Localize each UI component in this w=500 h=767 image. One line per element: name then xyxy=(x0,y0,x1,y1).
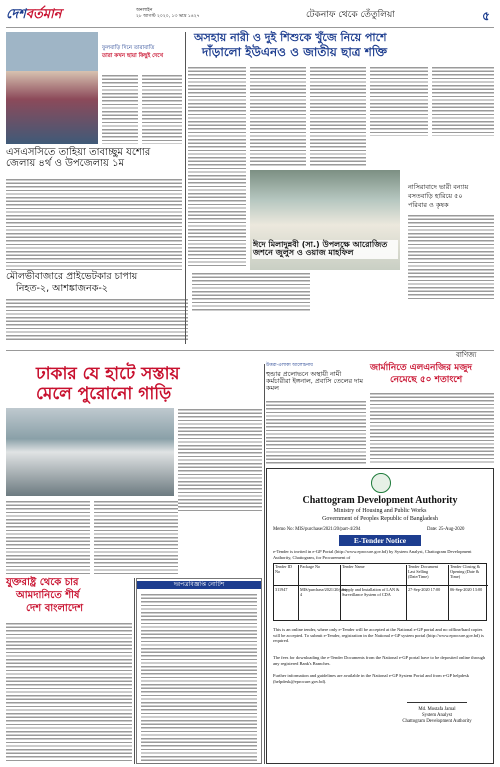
story-bottom-left2-title-2: আমদানিতে শীর্ষ xyxy=(16,590,80,601)
th-tender-name: Tender Name xyxy=(340,565,404,585)
story-top-left xyxy=(6,32,182,272)
story-bottom-mid-title: হুন্ডার প্রলোভনে অস্থায়ী নামী কর্মচারীরা ইঙ্গনাল, প্রবাসি তেলের দাম কমল xyxy=(266,370,364,392)
story-top-right-col-2 xyxy=(250,66,306,166)
column-divider xyxy=(134,578,135,764)
story-mid-right-title-1: নাসিরাবাদে ভারী বন্যায় xyxy=(408,183,469,191)
section-title: টেকনাফ থেকে তেঁতুলিয়া xyxy=(306,10,395,20)
small-notice-body xyxy=(141,593,257,761)
car-market-photo xyxy=(6,408,174,496)
story-bottom-right-title-1: জার্মানিতে এলএনজির মজুদ xyxy=(370,363,472,373)
signature xyxy=(407,693,467,703)
story-bottom-right-title-2: নেমেছে ৫০ শতাংশে xyxy=(390,375,463,385)
story-mid-left-title-1: মৌলভীবাজারে প্রাইভেটকার চাপায় xyxy=(6,271,138,282)
tender-government: Government of Peoples Republic of Bangladesh xyxy=(322,516,438,522)
date-label: অনলাইন xyxy=(136,8,153,13)
story-top-right-col-5 xyxy=(432,66,494,136)
tender-paragraph-1: This is an online tender, where only e-Tender will be accepted at the National e-GP portal and no offline/hard copies will be accepted. To submit e-Tender, registration in the National e-GP system portal (http://www.eprocure.gov.bd) is required. xyxy=(273,627,484,643)
story-top-left-col-b xyxy=(142,74,182,144)
td-tender-id: 311947 xyxy=(275,587,288,592)
tender-org-name: Chattogram Development Authority xyxy=(302,495,458,506)
brand-part2: বর্তমান xyxy=(25,7,62,22)
rally-photo-caption: ঈদে মিলাদুন্নবী (সা.) উপলক্ষে আরোজিত জশনে জুলুস ও ওয়াজ মাহফিল xyxy=(252,240,398,259)
brand-part1: দেশ xyxy=(6,7,26,22)
story-mid-left-title-2: নিহত-২, আশঙ্কাজনক-২ xyxy=(16,283,108,294)
story-bottom-left2-title-3: দেশ বাংলাদেশ xyxy=(26,603,84,614)
story-bottom-right xyxy=(370,364,494,464)
story-top-right-title-1: অসহায় নারী ও দুই শিশুকে খুঁজে নিয়ে পাশে xyxy=(194,31,387,44)
story-bottom-right-body xyxy=(370,392,494,464)
signatory-name: Md. Mostafa Jamal xyxy=(418,707,456,712)
story-mid-right xyxy=(408,184,494,302)
tender-notice-title: E-Tender Notice xyxy=(339,535,421,546)
story-top-left-subhead: তারা কখন ছায়া কিছুই দেখে xyxy=(102,53,164,59)
story-top-left-col-a xyxy=(102,74,138,144)
cda-logo xyxy=(371,473,391,493)
tender-memo: Memo No: MIS/purchase/2021/20/part-4/294 xyxy=(273,527,361,532)
td-package: MIS/purchase/2021/20/part-4 xyxy=(298,586,338,621)
date-block xyxy=(136,8,200,20)
tender-memo-date: Date: 25-Aug-2020 xyxy=(427,527,465,532)
story-bottom-mid-body xyxy=(266,400,366,464)
page-number: ৫ xyxy=(482,9,490,23)
th-tender-id: Tender ID No xyxy=(275,564,293,574)
tender-intro: e-Tender is invited in e-GP Portal (http://www.eprocure.gov.bd) by System Analyst, Chattogram Development Authority, Chattogram, for Procurement of xyxy=(273,549,472,560)
signatory-title: System Analyst xyxy=(422,713,452,718)
story-bottom-left-col-a xyxy=(178,408,262,512)
td-closing: 06-Sep-2020 13:00 xyxy=(448,586,486,621)
column-divider xyxy=(185,32,186,344)
signatory-org: Chattogram Development Authority xyxy=(402,719,472,724)
td-last-selling: 27-Sep-2020 17:00 xyxy=(406,586,446,621)
section-label: বাণিজ্য xyxy=(456,351,477,359)
tender-ministry: Ministry of Housing and Public Works xyxy=(333,508,427,514)
story-bottom-left-body-2 xyxy=(94,500,178,574)
story-bottom-left2 xyxy=(6,578,132,764)
award-photo xyxy=(6,32,98,144)
th-package: Package No xyxy=(298,565,338,585)
tender-paragraph-3: Further information and guidelines are available in the National e-GP System Portal and from e-GP helpdesk (helpdesk@eprocure.gov.bd). xyxy=(273,673,469,684)
story-top-left-title: এসএসসিতে তাহিয়া তাবাচ্ছুম যশোর জেলায় ৪র্থ ও উপজেলায় ১ম xyxy=(6,147,151,169)
story-top-right-col-1 xyxy=(188,66,246,266)
story-mid-left-body xyxy=(6,298,188,342)
story-mid-right-title-2: বসতবাড়ি হারিয়ে ৫০ xyxy=(408,192,463,200)
tender-paragraph-2: The fees for downloading the e-Tender Documents from the National e-GP portal have to be deposited online through any registered Bank's Branches. xyxy=(273,655,486,666)
small-notice xyxy=(136,578,262,764)
th-last-selling: Tender Document Last Selling (Date/Time) xyxy=(406,565,446,585)
story-top-left-body xyxy=(6,178,182,270)
story-bottom-left-title-1: ঢাকার যে হাটে সস্তায় xyxy=(36,364,180,384)
story-bottom-mid xyxy=(266,364,366,464)
story-bottom-mid-kicker: উত্তরা-এলাকা আলোচনায় xyxy=(266,363,313,368)
story-mid-right-body xyxy=(408,214,494,300)
story-top-right-col-3 xyxy=(310,66,366,166)
story-top-left-kicker: ফুলবাড়ি দিনে তারাবাতি xyxy=(102,45,155,51)
story-bottom-left2-body xyxy=(6,622,132,762)
story-mid-center-body xyxy=(192,272,310,312)
masthead xyxy=(6,4,494,28)
story-bottom-left2-title-1: যুক্তরাষ্ট্র থেকে চার xyxy=(6,577,79,588)
section-bar xyxy=(6,350,494,361)
story-top-right-col-4 xyxy=(370,66,428,136)
story-mid-right-title-3: পরিবার ও কৃষক xyxy=(408,201,449,209)
story-top-right-title-2: দাঁড়ালো ইউএনও ও জাতীয় ছাত্র শক্তি xyxy=(202,45,387,59)
story-mid-left xyxy=(6,272,188,344)
small-notice-title: দরপত্রবিজ্ঞপ্তি নোটিশ xyxy=(137,581,261,589)
story-bottom-left xyxy=(6,364,262,514)
td-tender-name: Supply and Installation of LAN & Surveillance System of CDA xyxy=(340,586,404,621)
tender-table-header-row xyxy=(274,564,488,586)
date-text: ২৮ আগস্ট ২০২০, ১৩ ভাদ্র ১৪২৭ xyxy=(136,14,200,19)
th-closing: Tender Closing & Opening (Date & Time) xyxy=(448,565,486,585)
column-divider xyxy=(264,364,265,764)
tender-table xyxy=(273,563,487,621)
tender-table-row xyxy=(274,586,488,622)
tender-ad xyxy=(266,468,494,764)
story-bottom-left-title-2: মেলে পুরোনো গাড়ি xyxy=(36,384,172,404)
story-bottom-left-body xyxy=(6,500,90,574)
masthead-logo xyxy=(6,8,62,22)
